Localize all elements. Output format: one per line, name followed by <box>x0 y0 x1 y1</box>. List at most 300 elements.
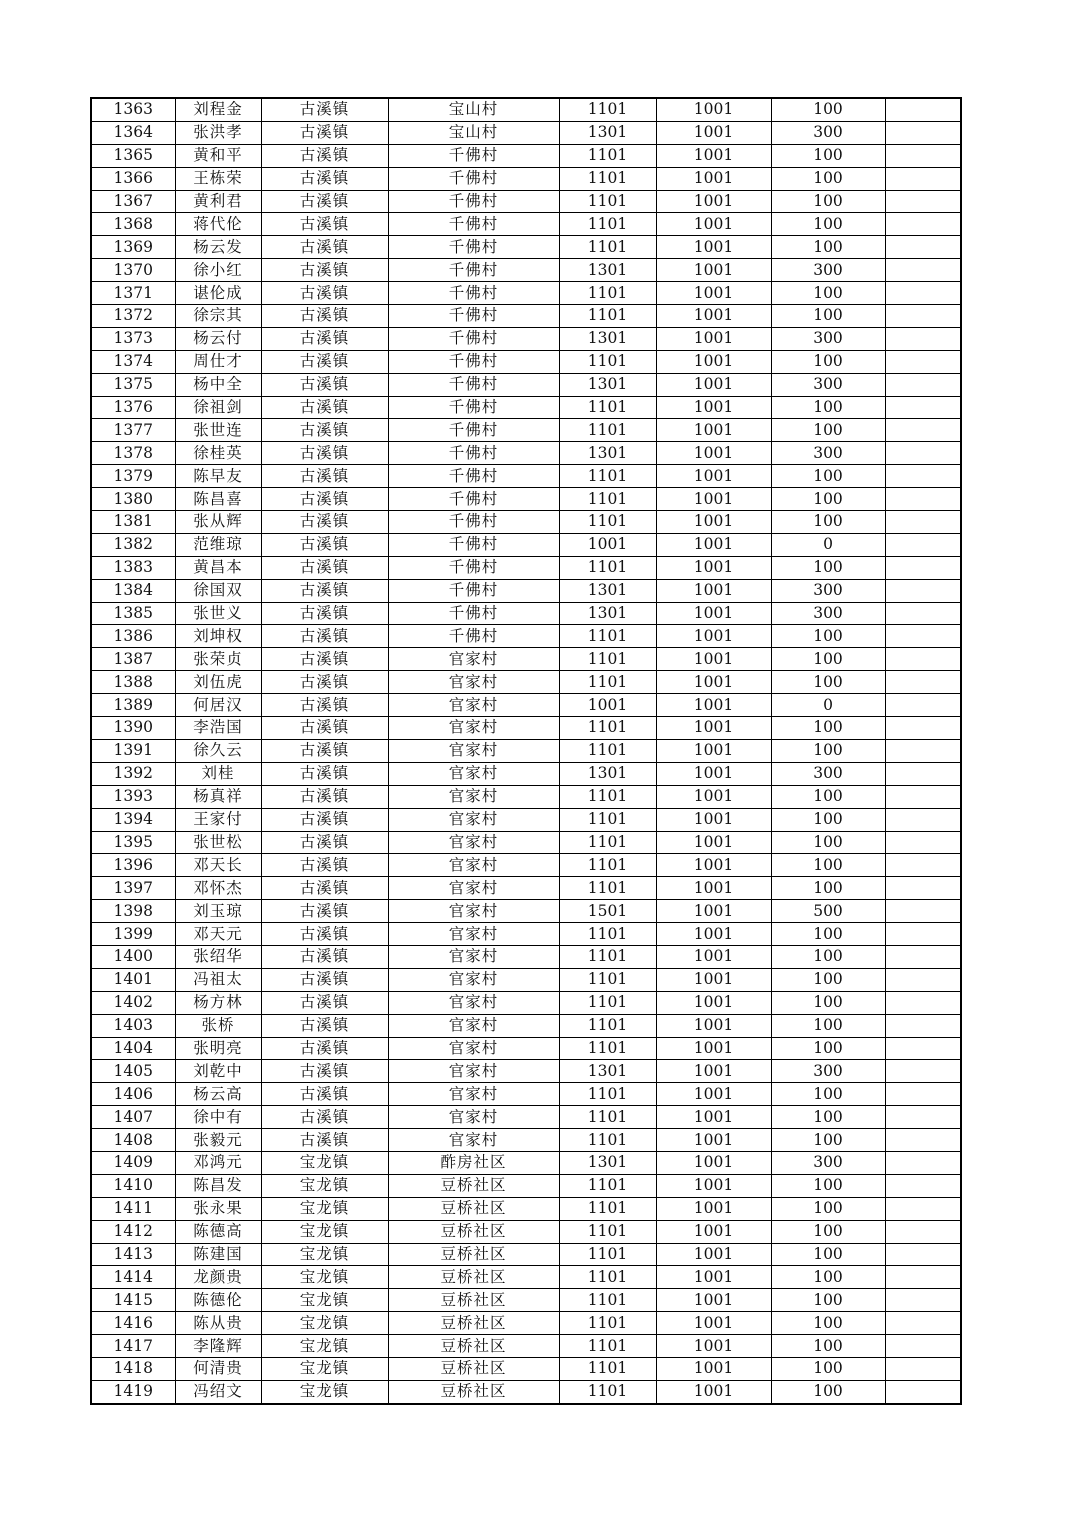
code-a-cell: 1101 <box>559 167 656 190</box>
name-cell: 陈昌发 <box>175 1174 261 1197</box>
code-a-cell: 1101 <box>559 236 656 259</box>
code-a-cell: 1301 <box>559 327 656 350</box>
remark-cell <box>885 1380 961 1403</box>
table-row <box>91 991 961 1014</box>
remark-cell <box>885 465 961 488</box>
table-row <box>91 144 961 167</box>
amount-cell: 100 <box>771 511 885 534</box>
village-cell: 宝山村 <box>388 98 559 121</box>
row-number-cell: 1391 <box>91 739 175 762</box>
remark-cell <box>885 533 961 556</box>
code-a-cell: 1101 <box>559 556 656 579</box>
remark-cell <box>885 556 961 579</box>
row-number-cell: 1411 <box>91 1197 175 1220</box>
table-row <box>91 1129 961 1152</box>
code-a-cell: 1101 <box>559 488 656 511</box>
village-cell: 千佛村 <box>388 167 559 190</box>
code-a-cell: 1101 <box>559 190 656 213</box>
amount-cell: 100 <box>771 1106 885 1129</box>
table-row <box>91 1197 961 1220</box>
amount-cell: 100 <box>771 396 885 419</box>
code-b-cell: 1001 <box>656 442 771 465</box>
row-number-cell: 1364 <box>91 121 175 144</box>
amount-cell: 300 <box>771 442 885 465</box>
code-b-cell: 1001 <box>656 1220 771 1243</box>
row-number-cell: 1368 <box>91 213 175 236</box>
row-number-cell: 1418 <box>91 1357 175 1380</box>
name-cell: 杨云高 <box>175 1083 261 1106</box>
amount-cell: 100 <box>771 625 885 648</box>
code-a-cell: 1301 <box>559 259 656 282</box>
remark-cell <box>885 282 961 305</box>
town-cell: 古溪镇 <box>261 877 388 900</box>
name-cell: 冯绍文 <box>175 1380 261 1403</box>
row-number-cell: 1373 <box>91 327 175 350</box>
code-b-cell: 1001 <box>656 1060 771 1083</box>
village-cell: 官家村 <box>388 900 559 923</box>
table-row <box>91 488 961 511</box>
town-cell: 宝龙镇 <box>261 1380 388 1403</box>
name-cell: 徐久云 <box>175 739 261 762</box>
code-b-cell: 1001 <box>656 167 771 190</box>
town-cell: 古溪镇 <box>261 190 388 213</box>
remark-cell <box>885 259 961 282</box>
row-number-cell: 1376 <box>91 396 175 419</box>
remark-cell <box>885 1151 961 1174</box>
code-b-cell: 1001 <box>656 900 771 923</box>
code-b-cell: 1001 <box>656 1083 771 1106</box>
code-a-cell: 1101 <box>559 1312 656 1335</box>
row-number-cell: 1416 <box>91 1312 175 1335</box>
code-a-cell: 1101 <box>559 419 656 442</box>
code-a-cell: 1101 <box>559 1197 656 1220</box>
amount-cell: 300 <box>771 121 885 144</box>
village-cell: 官家村 <box>388 1037 559 1060</box>
name-cell: 张桥 <box>175 1014 261 1037</box>
name-cell: 何居汉 <box>175 694 261 717</box>
code-b-cell: 1001 <box>656 1357 771 1380</box>
amount-cell: 100 <box>771 1243 885 1266</box>
amount-cell: 100 <box>771 1266 885 1289</box>
amount-cell: 300 <box>771 602 885 625</box>
row-number-cell: 1366 <box>91 167 175 190</box>
code-a-cell: 1101 <box>559 1220 656 1243</box>
name-cell: 李浩国 <box>175 717 261 740</box>
remark-cell <box>885 1083 961 1106</box>
village-cell: 千佛村 <box>388 602 559 625</box>
town-cell: 古溪镇 <box>261 923 388 946</box>
name-cell: 张绍华 <box>175 945 261 968</box>
code-b-cell: 1001 <box>656 1266 771 1289</box>
town-cell: 古溪镇 <box>261 556 388 579</box>
village-cell: 千佛村 <box>388 282 559 305</box>
town-cell: 古溪镇 <box>261 602 388 625</box>
code-a-cell: 1101 <box>559 282 656 305</box>
code-b-cell: 1001 <box>656 831 771 854</box>
village-cell: 官家村 <box>388 968 559 991</box>
remark-cell <box>885 1037 961 1060</box>
town-cell: 古溪镇 <box>261 533 388 556</box>
code-b-cell: 1001 <box>656 968 771 991</box>
name-cell: 李隆辉 <box>175 1335 261 1358</box>
amount-cell: 300 <box>771 1060 885 1083</box>
code-b-cell: 1001 <box>656 511 771 534</box>
code-b-cell: 1001 <box>656 739 771 762</box>
code-b-cell: 1001 <box>656 236 771 259</box>
name-cell: 陈德高 <box>175 1220 261 1243</box>
code-a-cell: 1301 <box>559 442 656 465</box>
name-cell: 黄利君 <box>175 190 261 213</box>
code-b-cell: 1001 <box>656 854 771 877</box>
amount-cell: 100 <box>771 923 885 946</box>
remark-cell <box>885 350 961 373</box>
village-cell: 官家村 <box>388 831 559 854</box>
remark-cell <box>885 785 961 808</box>
row-number-cell: 1392 <box>91 762 175 785</box>
town-cell: 古溪镇 <box>261 785 388 808</box>
name-cell: 张明亮 <box>175 1037 261 1060</box>
code-a-cell: 1101 <box>559 1357 656 1380</box>
name-cell: 王家付 <box>175 808 261 831</box>
name-cell: 陈从贵 <box>175 1312 261 1335</box>
amount-cell: 100 <box>771 1174 885 1197</box>
village-cell: 酢房社区 <box>388 1151 559 1174</box>
row-number-cell: 1379 <box>91 465 175 488</box>
village-cell: 官家村 <box>388 1129 559 1152</box>
code-b-cell: 1001 <box>656 602 771 625</box>
town-cell: 古溪镇 <box>261 739 388 762</box>
code-a-cell: 1301 <box>559 1151 656 1174</box>
town-cell: 古溪镇 <box>261 991 388 1014</box>
code-b-cell: 1001 <box>656 465 771 488</box>
town-cell: 古溪镇 <box>261 1106 388 1129</box>
remark-cell <box>885 762 961 785</box>
village-cell: 千佛村 <box>388 511 559 534</box>
remark-cell <box>885 854 961 877</box>
name-cell: 黄昌本 <box>175 556 261 579</box>
name-cell: 张从辉 <box>175 511 261 534</box>
table-row <box>91 373 961 396</box>
village-cell: 官家村 <box>388 739 559 762</box>
table-row <box>91 785 961 808</box>
town-cell: 古溪镇 <box>261 762 388 785</box>
code-a-cell: 1101 <box>559 1243 656 1266</box>
table-row <box>91 808 961 831</box>
row-number-cell: 1367 <box>91 190 175 213</box>
remark-cell <box>885 1312 961 1335</box>
code-a-cell: 1101 <box>559 785 656 808</box>
row-number-cell: 1383 <box>91 556 175 579</box>
code-a-cell: 1301 <box>559 373 656 396</box>
name-cell: 张毅元 <box>175 1129 261 1152</box>
code-a-cell: 1301 <box>559 579 656 602</box>
table-row <box>91 831 961 854</box>
village-cell: 千佛村 <box>388 419 559 442</box>
table-row <box>91 968 961 991</box>
table-row <box>91 1289 961 1312</box>
name-cell: 杨云付 <box>175 327 261 350</box>
amount-cell: 100 <box>771 190 885 213</box>
table-row <box>91 694 961 717</box>
name-cell: 徐中有 <box>175 1106 261 1129</box>
table-row <box>91 1083 961 1106</box>
row-number-cell: 1413 <box>91 1243 175 1266</box>
code-a-cell: 1101 <box>559 625 656 648</box>
row-number-cell: 1380 <box>91 488 175 511</box>
name-cell: 龙颜贵 <box>175 1266 261 1289</box>
row-number-cell: 1398 <box>91 900 175 923</box>
code-b-cell: 1001 <box>656 1037 771 1060</box>
row-number-cell: 1378 <box>91 442 175 465</box>
name-cell: 刘伍虎 <box>175 671 261 694</box>
amount-cell: 100 <box>771 1380 885 1403</box>
code-a-cell: 1101 <box>559 1106 656 1129</box>
amount-cell: 100 <box>771 1335 885 1358</box>
town-cell: 古溪镇 <box>261 854 388 877</box>
code-b-cell: 1001 <box>656 785 771 808</box>
amount-cell: 0 <box>771 694 885 717</box>
amount-cell: 300 <box>771 327 885 350</box>
code-b-cell: 1001 <box>656 991 771 1014</box>
remark-cell <box>885 671 961 694</box>
village-cell: 千佛村 <box>388 305 559 328</box>
town-cell: 宝龙镇 <box>261 1174 388 1197</box>
row-number-cell: 1372 <box>91 305 175 328</box>
remark-cell <box>885 900 961 923</box>
code-a-cell: 1101 <box>559 213 656 236</box>
table-row <box>91 396 961 419</box>
village-cell: 官家村 <box>388 694 559 717</box>
row-number-cell: 1386 <box>91 625 175 648</box>
name-cell: 刘程金 <box>175 98 261 121</box>
table-row <box>91 1266 961 1289</box>
name-cell: 张世松 <box>175 831 261 854</box>
remark-cell <box>885 419 961 442</box>
village-cell: 官家村 <box>388 671 559 694</box>
remark-cell <box>885 1129 961 1152</box>
code-a-cell: 1101 <box>559 854 656 877</box>
amount-cell: 100 <box>771 1357 885 1380</box>
code-a-cell: 1101 <box>559 923 656 946</box>
town-cell: 古溪镇 <box>261 465 388 488</box>
village-cell: 官家村 <box>388 808 559 831</box>
village-cell: 豆桥社区 <box>388 1335 559 1358</box>
name-cell: 陈德伦 <box>175 1289 261 1312</box>
town-cell: 古溪镇 <box>261 121 388 144</box>
remark-cell <box>885 694 961 717</box>
remark-cell <box>885 1174 961 1197</box>
village-cell: 千佛村 <box>388 579 559 602</box>
code-a-cell: 1101 <box>559 305 656 328</box>
row-number-cell: 1408 <box>91 1129 175 1152</box>
name-cell: 刘坤权 <box>175 625 261 648</box>
code-b-cell: 1001 <box>656 1174 771 1197</box>
amount-cell: 100 <box>771 1289 885 1312</box>
remark-cell <box>885 739 961 762</box>
name-cell: 刘乾中 <box>175 1060 261 1083</box>
code-a-cell: 1101 <box>559 991 656 1014</box>
remark-cell <box>885 877 961 900</box>
village-cell: 千佛村 <box>388 213 559 236</box>
code-a-cell: 1101 <box>559 968 656 991</box>
town-cell: 古溪镇 <box>261 327 388 350</box>
remark-cell <box>885 488 961 511</box>
table-row <box>91 442 961 465</box>
town-cell: 古溪镇 <box>261 671 388 694</box>
remark-cell <box>885 968 961 991</box>
town-cell: 古溪镇 <box>261 213 388 236</box>
code-a-cell: 1301 <box>559 121 656 144</box>
name-cell: 陈早友 <box>175 465 261 488</box>
amount-cell: 100 <box>771 968 885 991</box>
remark-cell <box>885 98 961 121</box>
town-cell: 宝龙镇 <box>261 1151 388 1174</box>
code-b-cell: 1001 <box>656 213 771 236</box>
village-cell: 豆桥社区 <box>388 1197 559 1220</box>
village-cell: 千佛村 <box>388 259 559 282</box>
name-cell: 张世义 <box>175 602 261 625</box>
village-cell: 官家村 <box>388 945 559 968</box>
table-row <box>91 236 961 259</box>
remark-cell <box>885 602 961 625</box>
amount-cell: 100 <box>771 808 885 831</box>
village-cell: 千佛村 <box>388 533 559 556</box>
village-cell: 豆桥社区 <box>388 1220 559 1243</box>
code-b-cell: 1001 <box>656 396 771 419</box>
table-row <box>91 511 961 534</box>
row-number-cell: 1414 <box>91 1266 175 1289</box>
row-number-cell: 1394 <box>91 808 175 831</box>
table-row <box>91 739 961 762</box>
code-a-cell: 1001 <box>559 694 656 717</box>
code-a-cell: 1101 <box>559 1266 656 1289</box>
village-cell: 官家村 <box>388 1014 559 1037</box>
table-row <box>91 579 961 602</box>
code-b-cell: 1001 <box>656 1151 771 1174</box>
amount-cell: 100 <box>771 305 885 328</box>
amount-cell: 100 <box>771 1197 885 1220</box>
town-cell: 古溪镇 <box>261 511 388 534</box>
name-cell: 陈建国 <box>175 1243 261 1266</box>
code-b-cell: 1001 <box>656 419 771 442</box>
amount-cell: 100 <box>771 1220 885 1243</box>
town-cell: 古溪镇 <box>261 419 388 442</box>
code-a-cell: 1101 <box>559 1335 656 1358</box>
remark-cell <box>885 945 961 968</box>
code-b-cell: 1001 <box>656 1129 771 1152</box>
town-cell: 古溪镇 <box>261 396 388 419</box>
town-cell: 古溪镇 <box>261 1060 388 1083</box>
village-cell: 官家村 <box>388 923 559 946</box>
name-cell: 张世连 <box>175 419 261 442</box>
remark-cell <box>885 373 961 396</box>
row-number-cell: 1374 <box>91 350 175 373</box>
village-cell: 豆桥社区 <box>388 1380 559 1403</box>
code-a-cell: 1101 <box>559 671 656 694</box>
village-cell: 官家村 <box>388 1060 559 1083</box>
name-cell: 邓怀杰 <box>175 877 261 900</box>
code-b-cell: 1001 <box>656 694 771 717</box>
village-cell: 千佛村 <box>388 236 559 259</box>
amount-cell: 100 <box>771 1312 885 1335</box>
code-a-cell: 1101 <box>559 717 656 740</box>
amount-cell: 100 <box>771 831 885 854</box>
row-number-cell: 1405 <box>91 1060 175 1083</box>
name-cell: 杨云发 <box>175 236 261 259</box>
amount-cell: 100 <box>771 854 885 877</box>
table-row <box>91 259 961 282</box>
amount-cell: 100 <box>771 877 885 900</box>
name-cell: 杨真祥 <box>175 785 261 808</box>
table-row <box>91 121 961 144</box>
amount-cell: 100 <box>771 1037 885 1060</box>
row-number-cell: 1399 <box>91 923 175 946</box>
row-number-cell: 1401 <box>91 968 175 991</box>
code-b-cell: 1001 <box>656 259 771 282</box>
code-a-cell: 1101 <box>559 511 656 534</box>
code-b-cell: 1001 <box>656 625 771 648</box>
village-cell: 官家村 <box>388 877 559 900</box>
row-number-cell: 1387 <box>91 648 175 671</box>
name-cell: 蒋代伦 <box>175 213 261 236</box>
row-number-cell: 1369 <box>91 236 175 259</box>
town-cell: 古溪镇 <box>261 717 388 740</box>
remark-cell <box>885 511 961 534</box>
name-cell: 杨方林 <box>175 991 261 1014</box>
table-row <box>91 533 961 556</box>
code-a-cell: 1101 <box>559 396 656 419</box>
code-b-cell: 1001 <box>656 923 771 946</box>
village-cell: 豆桥社区 <box>388 1243 559 1266</box>
name-cell: 冯祖太 <box>175 968 261 991</box>
row-number-cell: 1417 <box>91 1335 175 1358</box>
remark-cell <box>885 305 961 328</box>
name-cell: 邓天长 <box>175 854 261 877</box>
village-cell: 千佛村 <box>388 625 559 648</box>
amount-cell: 100 <box>771 282 885 305</box>
village-cell: 千佛村 <box>388 144 559 167</box>
remark-cell <box>885 213 961 236</box>
table-row <box>91 167 961 190</box>
code-b-cell: 1001 <box>656 945 771 968</box>
row-number-cell: 1388 <box>91 671 175 694</box>
code-b-cell: 1001 <box>656 1243 771 1266</box>
town-cell: 古溪镇 <box>261 1014 388 1037</box>
remark-cell <box>885 1335 961 1358</box>
code-b-cell: 1001 <box>656 877 771 900</box>
town-cell: 古溪镇 <box>261 1037 388 1060</box>
code-a-cell: 1101 <box>559 877 656 900</box>
remark-cell <box>885 1014 961 1037</box>
name-cell: 杨中全 <box>175 373 261 396</box>
row-number-cell: 1371 <box>91 282 175 305</box>
town-cell: 古溪镇 <box>261 945 388 968</box>
table-row <box>91 350 961 373</box>
code-a-cell: 1301 <box>559 602 656 625</box>
amount-cell: 300 <box>771 762 885 785</box>
amount-cell: 0 <box>771 533 885 556</box>
amount-cell: 100 <box>771 1083 885 1106</box>
table-row <box>91 213 961 236</box>
name-cell: 张洪孝 <box>175 121 261 144</box>
remark-cell <box>885 396 961 419</box>
code-b-cell: 1001 <box>656 1289 771 1312</box>
amount-cell: 100 <box>771 739 885 762</box>
village-cell: 千佛村 <box>388 396 559 419</box>
name-cell: 黄和平 <box>175 144 261 167</box>
village-cell: 豆桥社区 <box>388 1289 559 1312</box>
amount-cell: 100 <box>771 991 885 1014</box>
